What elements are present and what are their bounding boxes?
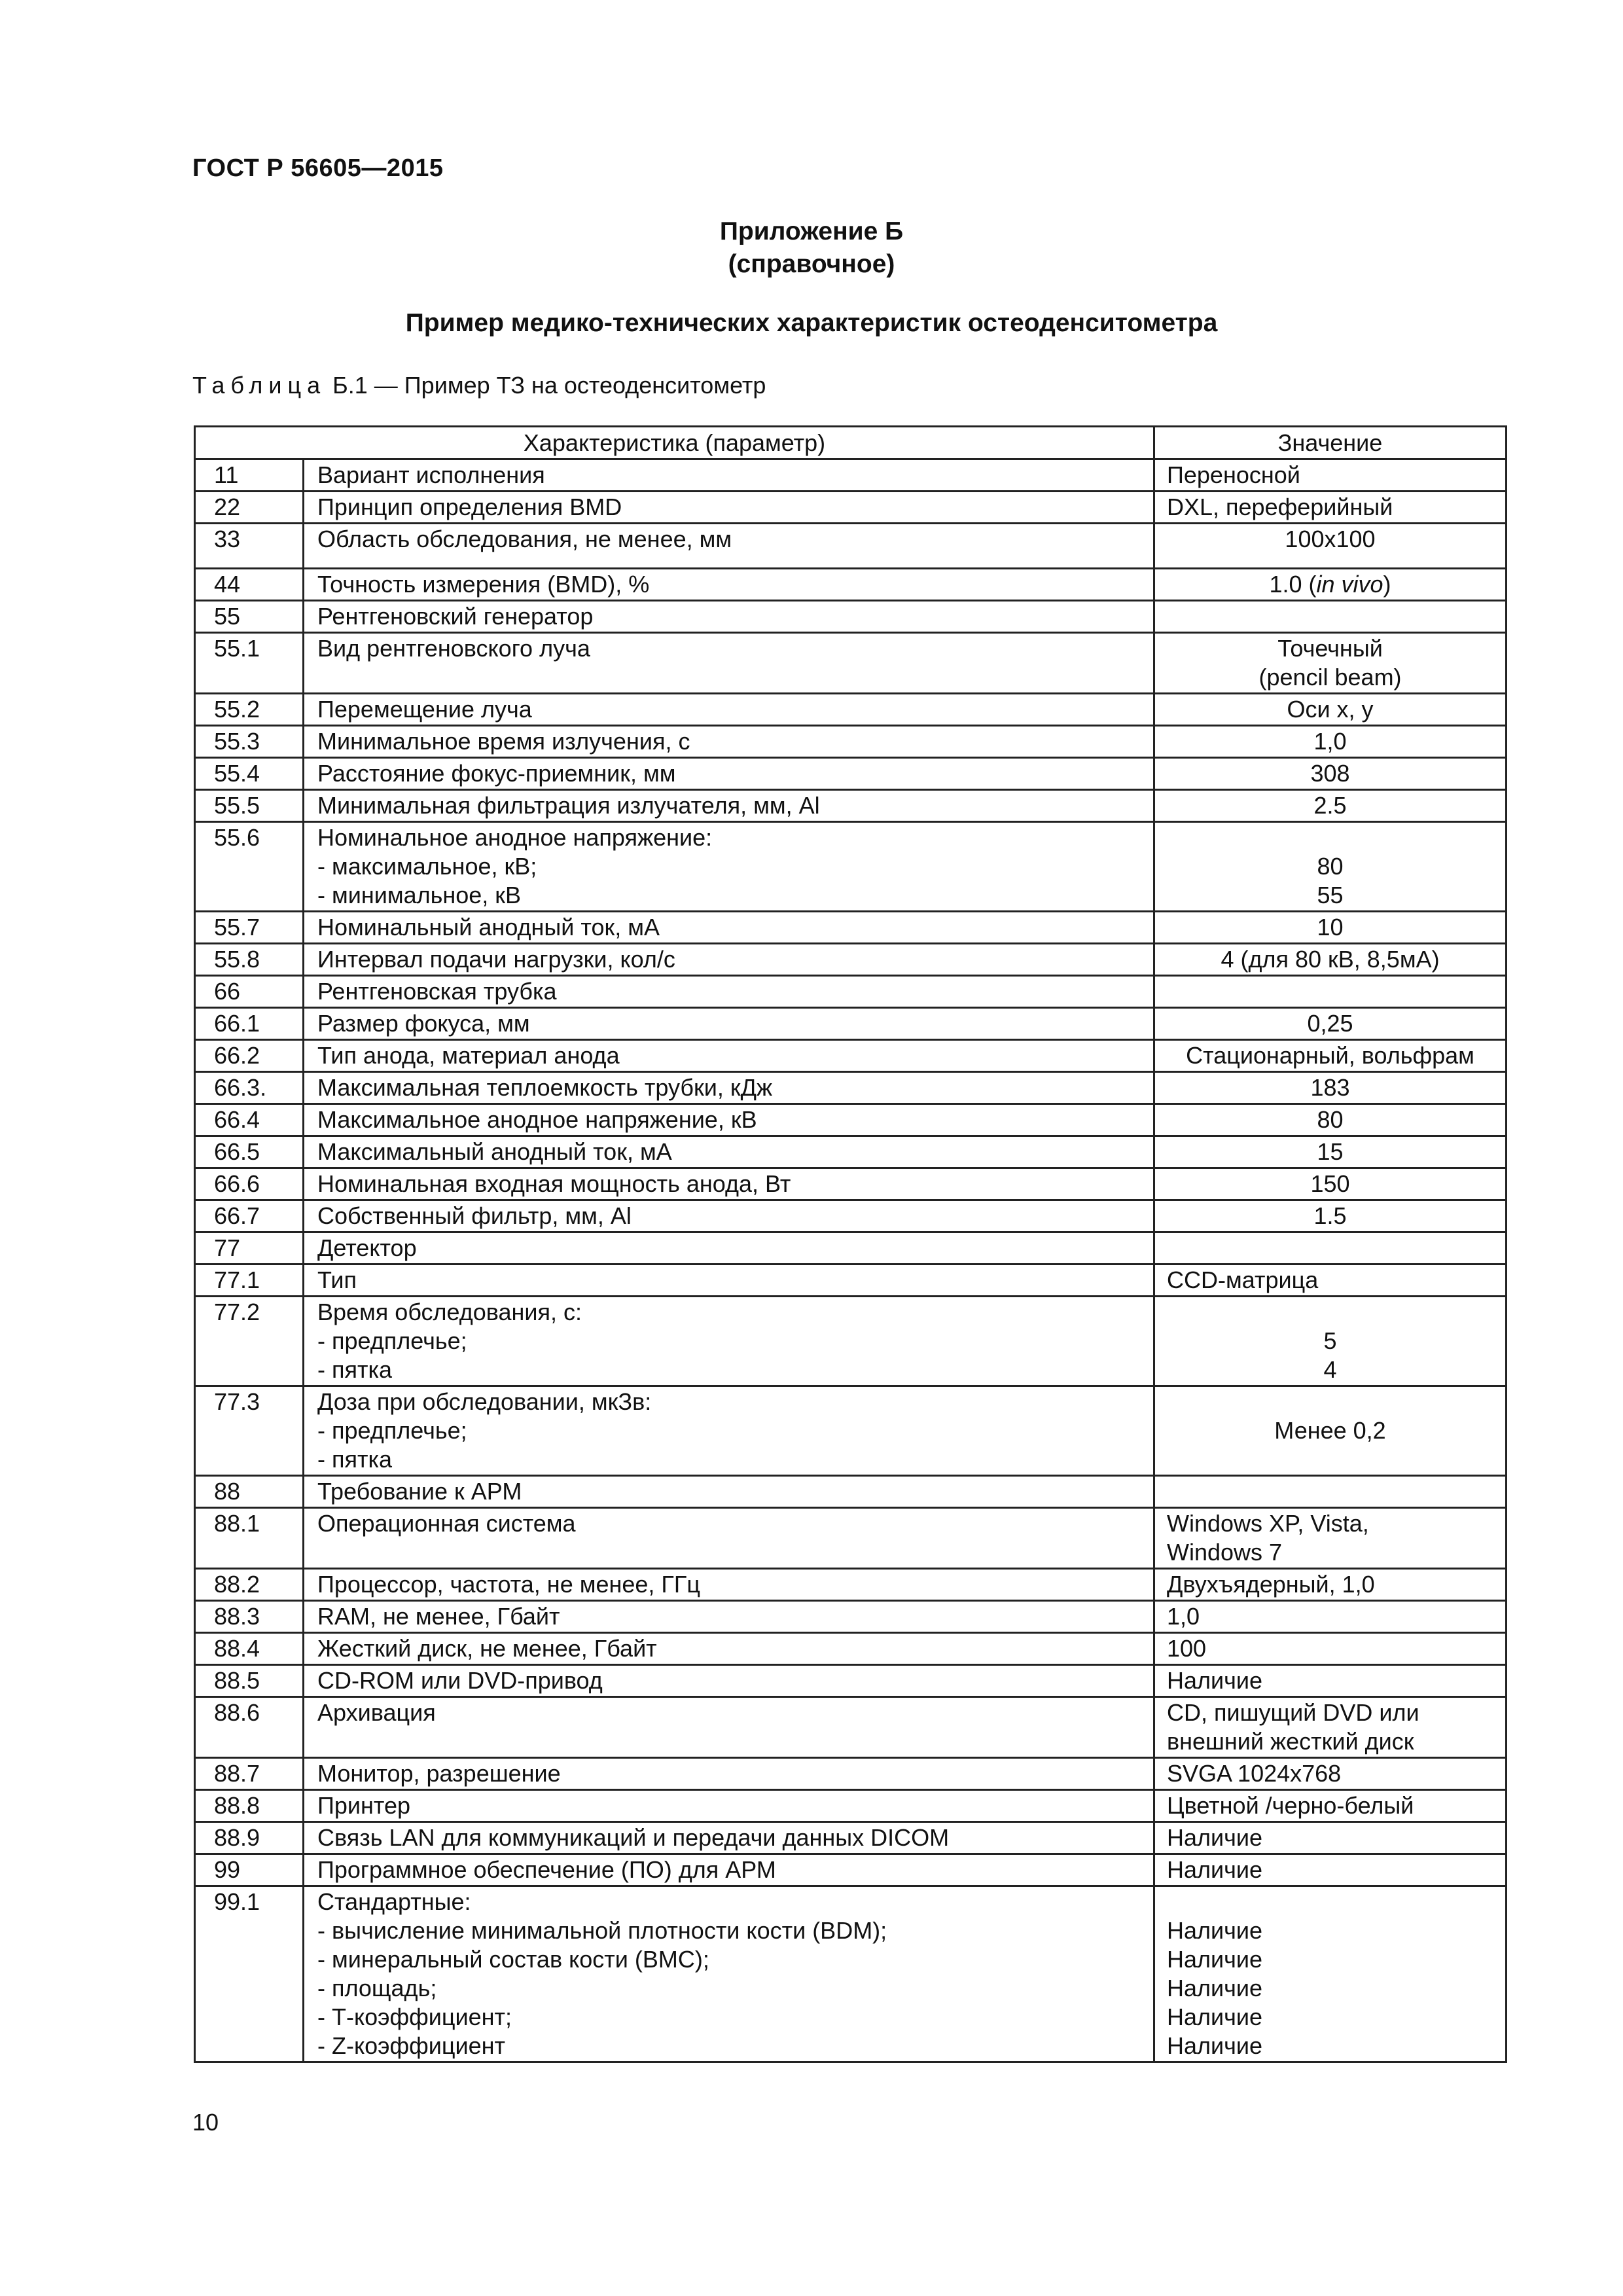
- table-row: [195, 944, 1507, 976]
- value-line: [1155, 977, 1505, 1006]
- parameter-line: - минимальное, кВ: [317, 882, 522, 908]
- value-line: [1167, 1888, 1505, 1916]
- row-value: [1154, 1697, 1507, 1758]
- table-row: [195, 694, 1507, 726]
- row-number: 55.3: [195, 726, 304, 758]
- parameter-line: Программное обеспечение (ПО) для АРМ: [317, 1856, 776, 1883]
- row-value: [1154, 1569, 1507, 1601]
- table-row: [195, 1297, 1507, 1386]
- value-line: Менее 0,2: [1274, 1417, 1386, 1444]
- row-number: 88.1: [195, 1508, 304, 1569]
- row-number: 88.9: [195, 1822, 304, 1854]
- row-value: [1154, 1601, 1507, 1633]
- table-row: [195, 1822, 1507, 1854]
- parameter-line: Точность измерения (BMD), %: [317, 571, 650, 598]
- value-line: 1.5: [1313, 1202, 1347, 1229]
- value-line: 308: [1310, 760, 1350, 787]
- row-parameter: [304, 822, 1154, 912]
- row-value: [1154, 1297, 1507, 1386]
- document-code: ГОСТ Р 56605—2015: [192, 154, 444, 182]
- row-value: [1154, 822, 1507, 912]
- row-value: [1154, 1886, 1507, 2062]
- row-parameter: [304, 726, 1154, 758]
- parameter-line: Максимальное анодное напряжение, кВ: [317, 1106, 757, 1133]
- row-value: [1154, 1265, 1507, 1297]
- row-parameter: [304, 1822, 1154, 1854]
- parameter-line: Принцип определения BMD: [317, 493, 622, 520]
- row-value: [1154, 459, 1507, 492]
- row-parameter: [304, 912, 1154, 944]
- table-row: [195, 1854, 1507, 1886]
- table-row: [195, 1168, 1507, 1200]
- row-value: [1154, 1040, 1507, 1072]
- table-header-row: [195, 427, 1507, 459]
- parameter-line: Тип анода, материал анода: [317, 1042, 620, 1069]
- table-caption-text: Б.1 — Пример ТЗ на остеоденситометр: [326, 372, 766, 399]
- row-parameter: [304, 1232, 1154, 1265]
- parameter-line: Жесткий диск, не менее, Гбайт: [317, 1635, 657, 1662]
- table-row: [195, 1697, 1507, 1758]
- parameter-line: Процессор, частота, не менее, ГГц: [317, 1571, 701, 1598]
- value-line: Наличие: [1167, 1824, 1263, 1851]
- row-value: [1154, 1476, 1507, 1508]
- row-number: 88.6: [195, 1697, 304, 1758]
- row-value: [1154, 976, 1507, 1008]
- row-parameter: [304, 1508, 1154, 1569]
- row-parameter: [304, 1633, 1154, 1665]
- row-number: 55: [195, 601, 304, 633]
- row-number: 55.4: [195, 758, 304, 790]
- table-row: [195, 758, 1507, 790]
- row-parameter: [304, 1665, 1154, 1697]
- row-value: [1154, 790, 1507, 822]
- row-parameter: [304, 1386, 1154, 1476]
- row-value: [1154, 1104, 1507, 1136]
- row-parameter: [304, 1854, 1154, 1886]
- row-number: 55.6: [195, 822, 304, 912]
- row-parameter: [304, 1569, 1154, 1601]
- parameter-line: - Т-коэффициент;: [317, 2003, 512, 2030]
- row-number: 77.1: [195, 1265, 304, 1297]
- row-parameter: [304, 1136, 1154, 1168]
- row-number: 33: [195, 524, 304, 569]
- parameter-line: - вычисление минимальной плотности кости (BDM);: [317, 1917, 887, 1944]
- row-parameter: [304, 633, 1154, 694]
- table-row: [195, 1633, 1507, 1665]
- row-value: [1154, 944, 1507, 976]
- row-parameter: [304, 1886, 1154, 2062]
- header-param: Характеристика (параметр): [195, 427, 1154, 459]
- value-line: Наличие: [1167, 1975, 1263, 2001]
- value-line: 15: [1317, 1138, 1344, 1165]
- row-value: [1154, 1854, 1507, 1886]
- parameter-line: Тип: [317, 1266, 357, 1293]
- row-number: 66.2: [195, 1040, 304, 1072]
- value-part: in vivo: [1316, 571, 1383, 598]
- row-parameter: [304, 1200, 1154, 1232]
- table-caption-prefix: Таблица: [192, 372, 327, 399]
- row-parameter: [304, 758, 1154, 790]
- row-value: [1154, 1168, 1507, 1200]
- value-line: [1155, 570, 1505, 599]
- row-value: [1154, 726, 1507, 758]
- parameter-line: Доза при обследовании, мкЗв:: [317, 1388, 652, 1415]
- value-line: 10: [1317, 914, 1344, 941]
- row-value: [1154, 601, 1507, 633]
- row-number: 11: [195, 459, 304, 492]
- parameter-line: Максимальная теплоемкость трубки, кДж: [317, 1074, 773, 1101]
- value-line: Цветной /черно-белый: [1167, 1792, 1414, 1819]
- parameter-line: CD-ROM или DVD-привод: [317, 1667, 603, 1694]
- parameter-line: Принтер: [317, 1792, 411, 1819]
- table-row: [195, 1008, 1507, 1040]
- table-row: [195, 524, 1507, 569]
- row-parameter: [304, 459, 1154, 492]
- value-line: 80: [1317, 853, 1344, 880]
- table-body: [195, 459, 1507, 2062]
- parameter-line: - площадь;: [317, 1975, 437, 2001]
- table-row: [195, 633, 1507, 694]
- value-line: Точечный: [1277, 635, 1383, 662]
- table-row: [195, 1886, 1507, 2062]
- row-number: 66.7: [195, 1200, 304, 1232]
- row-parameter: [304, 694, 1154, 726]
- row-number: 66.3.: [195, 1072, 304, 1104]
- table-row: [195, 1072, 1507, 1104]
- value-line: Windows 7: [1167, 1539, 1283, 1566]
- table-row: [195, 1758, 1507, 1790]
- parameter-line: - минеральный состав кости (BMC);: [317, 1946, 709, 1973]
- table-row: [195, 1200, 1507, 1232]
- parameter-line: - Z-коэффициент: [317, 2032, 505, 2059]
- parameter-line: Время обследования, с:: [317, 1299, 582, 1325]
- row-number: 55.1: [195, 633, 304, 694]
- value-line: Переносной: [1167, 461, 1300, 488]
- value-line: Наличие: [1167, 1946, 1263, 1973]
- row-number: 66: [195, 976, 304, 1008]
- row-parameter: [304, 1072, 1154, 1104]
- value-line: 5: [1323, 1327, 1337, 1354]
- appendix-title: Приложение Б: [719, 217, 904, 245]
- row-value: [1154, 1822, 1507, 1854]
- row-value: [1154, 1200, 1507, 1232]
- row-parameter: [304, 1697, 1154, 1758]
- value-part: ): [1383, 571, 1391, 598]
- table-row: [195, 1665, 1507, 1697]
- table-row: [195, 976, 1507, 1008]
- value-line: [1167, 1477, 1505, 1506]
- row-value: [1154, 1386, 1507, 1476]
- value-line: 2.5: [1313, 792, 1347, 819]
- value-line: SVGA 1024х768: [1167, 1760, 1342, 1787]
- table-row: [195, 1136, 1507, 1168]
- row-number: 88.8: [195, 1790, 304, 1822]
- row-number: 88.2: [195, 1569, 304, 1601]
- row-number: 66.1: [195, 1008, 304, 1040]
- table-row: [195, 1265, 1507, 1297]
- row-number: 66.6: [195, 1168, 304, 1200]
- parameter-line: - предплечье;: [317, 1417, 467, 1444]
- value-line: 80: [1317, 1106, 1344, 1133]
- row-parameter: [304, 1104, 1154, 1136]
- value-line: Двухъядерный, 1,0: [1167, 1571, 1375, 1598]
- table-row: [195, 912, 1507, 944]
- row-value: [1154, 492, 1507, 524]
- parameter-line: Область обследования, не менее, мм: [317, 526, 732, 552]
- row-value: [1154, 1758, 1507, 1790]
- value-line: Стационарный, вольфрам: [1186, 1042, 1474, 1069]
- row-value: [1154, 569, 1507, 601]
- parameter-line: Требование к АРМ: [317, 1478, 522, 1505]
- parameter-line: Интервал подачи нагрузки, кол/с: [317, 946, 675, 973]
- row-number: 88.4: [195, 1633, 304, 1665]
- parameter-line: Минимальная фильтрация излучателя, мм, Al: [317, 792, 820, 819]
- row-parameter: [304, 1008, 1154, 1040]
- table-row: [195, 1386, 1507, 1476]
- table-row: [195, 1104, 1507, 1136]
- value-line: Наличие: [1167, 1667, 1263, 1694]
- appendix-type: (справочное): [728, 250, 895, 278]
- row-value: [1154, 1072, 1507, 1104]
- parameter-line: Вариант исполнения: [317, 461, 545, 488]
- table-row: [195, 569, 1507, 601]
- row-number: 88.5: [195, 1665, 304, 1697]
- parameter-line: Рентгеновская трубка: [317, 978, 557, 1005]
- parameter-line: Архивация: [317, 1699, 436, 1726]
- value-line: Наличие: [1167, 2003, 1263, 2030]
- row-parameter: [304, 1040, 1154, 1072]
- parameter-line: Операционная система: [317, 1510, 576, 1537]
- value-line: Наличие: [1167, 1917, 1263, 1944]
- value-line: 1,0: [1167, 1603, 1200, 1630]
- row-number: 55.8: [195, 944, 304, 976]
- parameter-line: Максимальный анодный ток, мА: [317, 1138, 672, 1165]
- parameter-line: - предплечье;: [317, 1327, 467, 1354]
- parameter-line: Рентгеновский генератор: [317, 603, 594, 630]
- value-line: Наличие: [1167, 2032, 1263, 2059]
- row-number: 77.3: [195, 1386, 304, 1476]
- row-value: [1154, 912, 1507, 944]
- row-number: 99: [195, 1854, 304, 1886]
- table-row: [195, 1601, 1507, 1633]
- parameter-line: Номинальный анодный ток, мА: [317, 914, 660, 941]
- row-number: 55.2: [195, 694, 304, 726]
- row-value: [1154, 1232, 1507, 1265]
- parameter-line: Номинальная входная мощность анода, Вт: [317, 1170, 791, 1197]
- row-parameter: [304, 1265, 1154, 1297]
- row-number: 55.7: [195, 912, 304, 944]
- table-row: [195, 726, 1507, 758]
- value-line: 100: [1167, 1635, 1207, 1662]
- row-parameter: [304, 569, 1154, 601]
- row-number: 55.5: [195, 790, 304, 822]
- parameter-line: - пятка: [317, 1356, 393, 1383]
- value-line: внешний жесткий диск: [1167, 1728, 1414, 1755]
- parameter-line: Монитор, разрешение: [317, 1760, 561, 1787]
- row-parameter: [304, 1790, 1154, 1822]
- row-number: 88: [195, 1476, 304, 1508]
- value-line: Оси x, y: [1287, 696, 1374, 723]
- parameter-line: Размер фокуса, мм: [317, 1010, 530, 1037]
- value-line: [1167, 1234, 1505, 1263]
- row-number: 77: [195, 1232, 304, 1265]
- parameter-line: Номинальное анодное напряжение:: [317, 824, 713, 851]
- table-caption: [192, 372, 766, 399]
- table-row: [195, 1569, 1507, 1601]
- value-line: 1,0: [1313, 728, 1347, 755]
- value-line: Windows XP, Vista,: [1167, 1510, 1369, 1537]
- value-line: 4 (для 80 кВ, 8,5мА): [1221, 946, 1440, 973]
- value-line: CCD-матрица: [1167, 1266, 1319, 1293]
- table-row: [195, 1040, 1507, 1072]
- row-parameter: [304, 944, 1154, 976]
- value-line: CD, пишущий DVD или: [1167, 1699, 1419, 1726]
- row-parameter: [304, 1476, 1154, 1508]
- row-parameter: [304, 1601, 1154, 1633]
- row-parameter: [304, 601, 1154, 633]
- parameter-line: Связь LAN для коммуникаций и передачи данных DICOM: [317, 1824, 950, 1851]
- value-line: 100х100: [1285, 526, 1376, 552]
- table-row: [195, 492, 1507, 524]
- row-parameter: [304, 976, 1154, 1008]
- parameter-line: - пятка: [317, 1446, 393, 1473]
- table-row: [195, 1232, 1507, 1265]
- header-value: Значение: [1154, 427, 1507, 459]
- row-value: [1154, 1508, 1507, 1569]
- row-value: [1154, 1633, 1507, 1665]
- row-number: 66.4: [195, 1104, 304, 1136]
- value-line: Наличие: [1167, 1856, 1263, 1883]
- row-value: [1154, 694, 1507, 726]
- parameter-line: Перемещение луча: [317, 696, 532, 723]
- row-value: [1154, 1665, 1507, 1697]
- row-value: [1154, 1136, 1507, 1168]
- value-line: [1155, 602, 1505, 631]
- row-parameter: [304, 790, 1154, 822]
- value-line: 55: [1317, 882, 1344, 908]
- row-value: [1154, 633, 1507, 694]
- row-number: 88.7: [195, 1758, 304, 1790]
- row-value: [1154, 758, 1507, 790]
- row-parameter: [304, 1168, 1154, 1200]
- parameter-line: Детектор: [317, 1234, 417, 1261]
- row-value: [1154, 524, 1507, 569]
- parameter-line: Вид рентгеновского луча: [317, 635, 590, 662]
- value-line: DXL, переферийный: [1167, 493, 1393, 520]
- value-line: 4: [1323, 1356, 1337, 1383]
- appendix-heading: Пример медико-технических характеристик остеоденситометра: [405, 309, 1218, 337]
- row-parameter: [304, 1297, 1154, 1386]
- value-line: 183: [1310, 1074, 1350, 1101]
- row-value: [1154, 1008, 1507, 1040]
- row-value: [1154, 1790, 1507, 1822]
- parameter-line: Собственный фильтр, мм, Al: [317, 1202, 632, 1229]
- parameter-line: Расстояние фокус-приемник, мм: [317, 760, 676, 787]
- value-line: 0,25: [1307, 1010, 1353, 1037]
- parameter-line: Стандартные:: [317, 1888, 471, 1915]
- row-number: 66.5: [195, 1136, 304, 1168]
- row-number: 99.1: [195, 1886, 304, 2062]
- row-parameter: [304, 492, 1154, 524]
- page-number: 10: [192, 2109, 219, 2136]
- table-row: [195, 1476, 1507, 1508]
- value-part: 1.0 (: [1269, 571, 1317, 598]
- row-number: 77.2: [195, 1297, 304, 1386]
- value-line: 150: [1310, 1170, 1350, 1197]
- spec-table: [194, 425, 1507, 2063]
- table-row: [195, 459, 1507, 492]
- table-row: [195, 1508, 1507, 1569]
- parameter-line: RAM, не менее, Гбайт: [317, 1603, 560, 1630]
- row-number: 22: [195, 492, 304, 524]
- table-row: [195, 790, 1507, 822]
- row-parameter: [304, 1758, 1154, 1790]
- parameter-line: Минимальное время излучения, с: [317, 728, 690, 755]
- row-number: 44: [195, 569, 304, 601]
- table-row: [195, 601, 1507, 633]
- row-parameter: [304, 524, 1154, 569]
- table-row: [195, 1790, 1507, 1822]
- parameter-line: - максимальное, кВ;: [317, 853, 537, 880]
- value-line: (pencil beam): [1258, 664, 1402, 691]
- table-row: [195, 822, 1507, 912]
- row-number: 88.3: [195, 1601, 304, 1633]
